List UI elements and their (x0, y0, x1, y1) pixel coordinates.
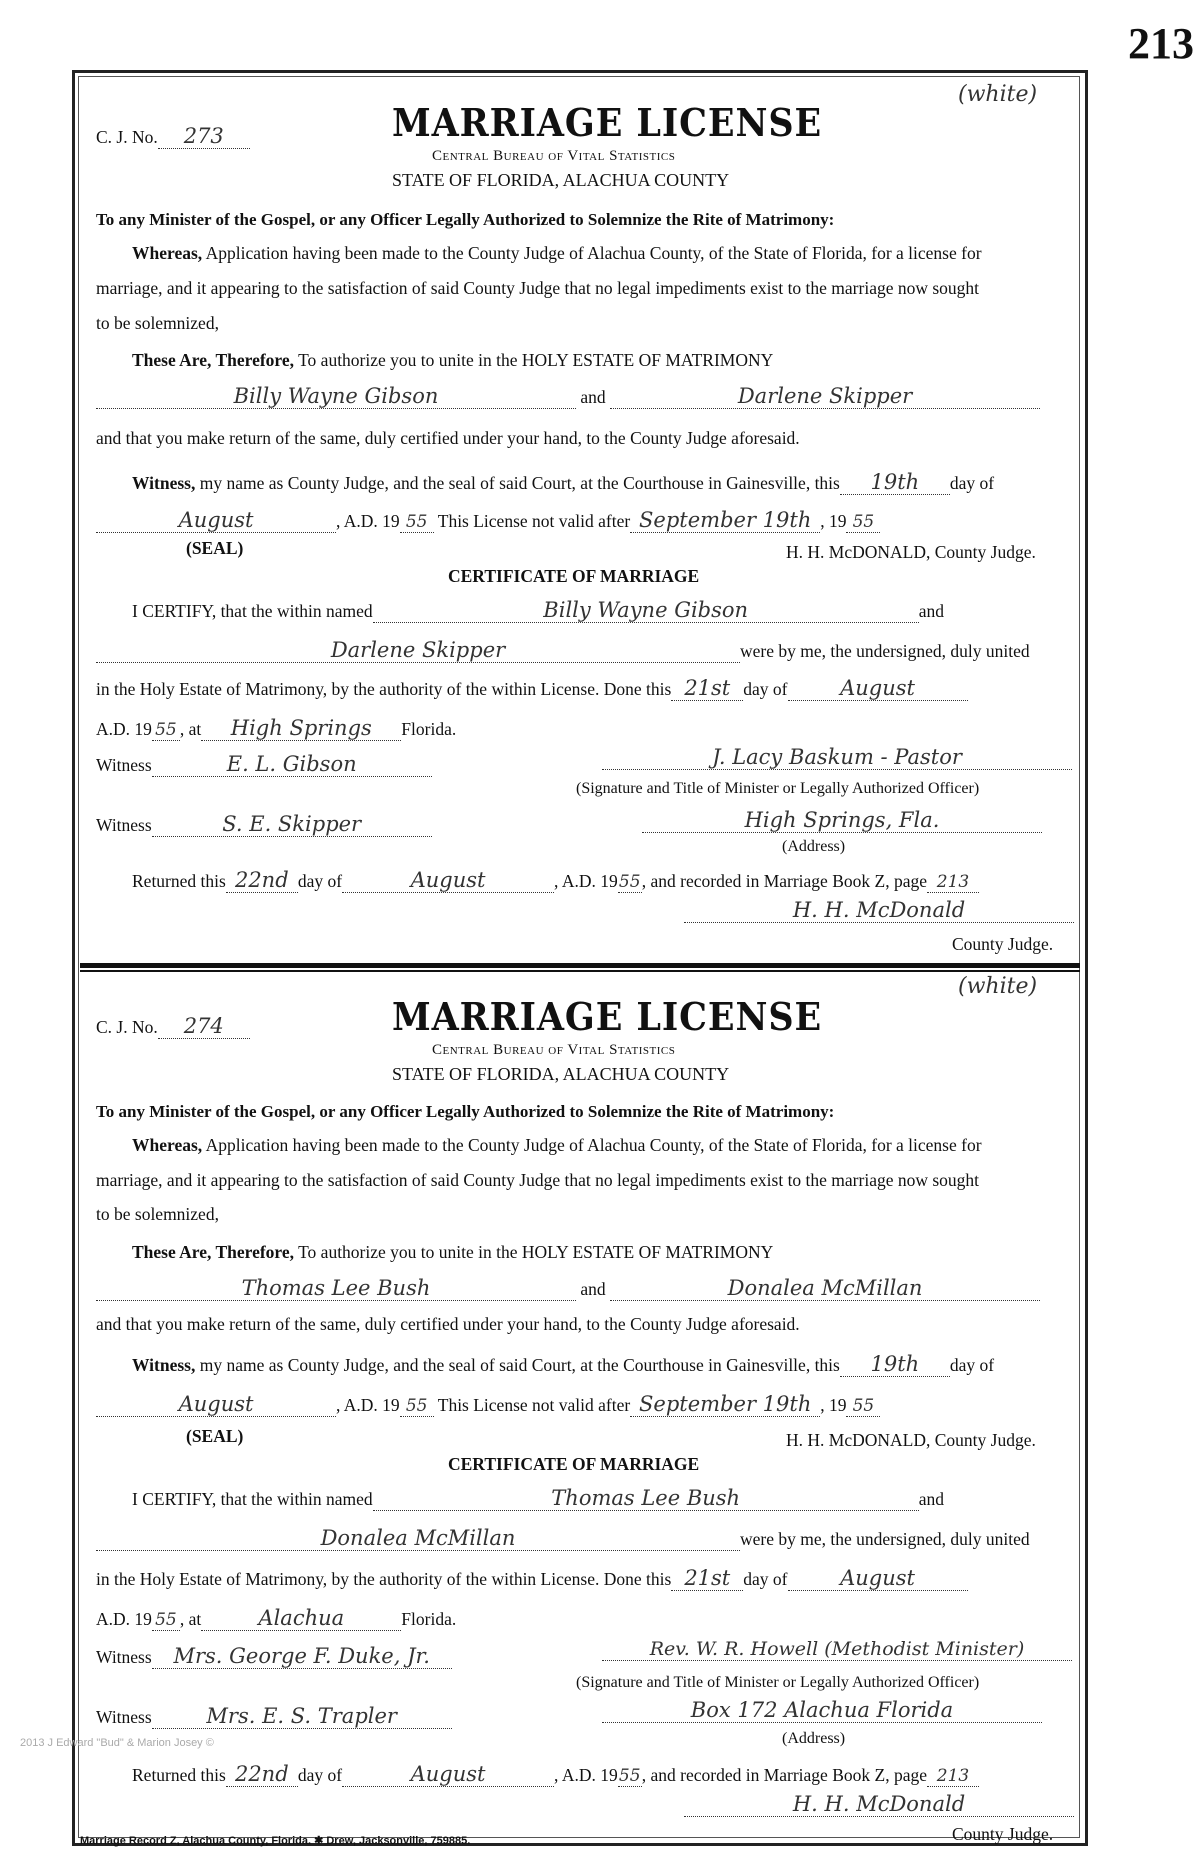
certificate-title: CERTIFICATE OF MARRIAGE (448, 566, 700, 586)
license-month: August (96, 508, 336, 533)
witness-2-name: S. E. Skipper (152, 812, 432, 837)
state-county: STATE OF FLORIDA, ALACHUA COUNTY (392, 170, 730, 190)
page-number: 213 (1128, 19, 1194, 68)
returned-year: 55 (618, 872, 641, 892)
officer-signature: J. Lacy Baskum - Pastor (602, 745, 1072, 770)
cert-groom-name: Billy Wayne Gibson (373, 598, 919, 623)
couple-row (96, 384, 1040, 409)
whereas-line-1: Whereas, Application having been made to the County Judge of Alachua County, of the State of Florida, for a license for (132, 1135, 982, 1155)
whereas-line-2: marriage, and it appearing to the satisfaction of said County Judge that no legal impediments exist to the marriage now sought (96, 278, 980, 298)
cert-groom-name: Thomas Lee Bush (373, 1486, 919, 1511)
signature-caption: (Signature and Title of Minister or Legally Authorized Officer) (576, 1674, 980, 1691)
and-label: and (580, 387, 606, 407)
marriage-place: High Springs (201, 716, 401, 741)
returned-month: August (342, 868, 554, 893)
return-line: and that you make return of the same, duly certified under your hand, to the County Judge aforesaid. (96, 1314, 800, 1334)
certify-row: I CERTIFY, that the within named Thomas Lee Bush and (132, 1486, 944, 1510)
whereas-line-3: to be solemnized, (96, 1204, 219, 1224)
seal-label: (SEAL) (186, 1426, 244, 1446)
cert-bride-name: Donalea McMillan (96, 1526, 740, 1551)
done-day: 21st (671, 676, 743, 701)
bureau-name: Central Bureau of Vital Statistics (432, 148, 676, 164)
copyright-watermark: 2013 J Edward "Bud" & Marion Josey © (20, 1737, 214, 1749)
done-year: 55 (152, 720, 180, 741)
witness-line: Witness, my name as County Judge, and the seal of said Court, at the Courthouse in Gainesville, this 19th day of (132, 470, 995, 494)
officer-address: High Springs, Fla. (642, 808, 1042, 833)
race-note: (white) (958, 82, 1038, 107)
license-day: 19th (840, 470, 950, 495)
license-date-row: August , A.D. 19 55 This License not valid after September 19th , 19 55 (96, 1392, 880, 1417)
witness-line: Witness, my name as County Judge, and the seal of said Court, at the Courthouse in Gainesville, this 19th day of (132, 1352, 995, 1376)
done-day: 21st (671, 1566, 743, 1591)
witness-1-name: Mrs. George F. Duke, Jr. (152, 1644, 452, 1669)
witness2-row: Witness Mrs. E. S. Trapler (96, 1704, 452, 1729)
holy-estate-row: in the Holy Estate of Matrimony, by the authority of the within License. Done this 21st day of August (96, 676, 968, 701)
expiry-date: September 19th (630, 1392, 820, 1417)
witness1-row: Witness Mrs. George F. Duke, Jr. (96, 1644, 452, 1669)
seal-label: (SEAL) (186, 538, 244, 558)
county-judge-label: County Judge. (952, 934, 1054, 954)
certify-row: I CERTIFY, that the within named Billy Wayne Gibson and (132, 598, 944, 622)
license-divider (80, 963, 1080, 968)
book-page: 213 (927, 872, 979, 893)
holy-estate-row: in the Holy Estate of Matrimony, by the authority of the within License. Done this 21st day of August (96, 1566, 968, 1591)
record-footer: Marriage Record Z, Alachua County, Florida. ✱ Drew, Jacksonville, 759885. (80, 1835, 471, 1847)
witness2-row: Witness S. E. Skipper (96, 812, 432, 837)
book-page: 213 (927, 1766, 979, 1787)
license-title: MARRIAGE LICENSE (392, 994, 823, 1039)
witness1-row: Witness E. L. Gibson (96, 752, 432, 777)
witness-1-name: E. L. Gibson (152, 752, 432, 777)
done-month: August (788, 676, 968, 701)
bride-name: Donalea McMillan (610, 1276, 1040, 1301)
address-caption: (Address) (782, 838, 846, 855)
license-month: August (96, 1392, 336, 1417)
license-divider-thin (80, 970, 1080, 972)
judge-signature: H. H. McDonald (684, 1792, 1074, 1817)
expiry-year: 55 (846, 1396, 880, 1417)
cj-number: 274 (158, 1014, 250, 1039)
whereas-line-2: marriage, and it appearing to the satisfaction of said County Judge that no legal impediments exist to the marriage now sought (96, 1170, 980, 1190)
race-note: (white) (958, 974, 1038, 999)
returned-row: Returned this 22nd day of August , A.D. 1955, and recorded in Marriage Book Z, page 213 (132, 868, 979, 893)
cert-bride-row: Darlene Skipper were by me, the undersigned, duly united (96, 638, 1030, 663)
judge-name: H. H. McDONALD, County Judge. (786, 542, 1036, 562)
whereas-line-1: Whereas, Application having been made to the County Judge of Alachua County, of the State of Florida, for a license for (132, 243, 982, 263)
judge-name: H. H. McDONALD, County Judge. (786, 1430, 1036, 1450)
groom-name: Billy Wayne Gibson (96, 384, 576, 409)
expiry-year: 55 (846, 512, 880, 533)
groom-name: Thomas Lee Bush (96, 1276, 576, 1301)
officer-address: Box 172 Alachua Florida (602, 1698, 1042, 1723)
cj-number-row: C. J. No. 274 (96, 1014, 250, 1039)
whereas-line-3: to be solemnized, (96, 313, 219, 333)
expiry-date: September 19th (630, 508, 820, 533)
bureau-name: Central Bureau of Vital Statistics (432, 1042, 676, 1058)
signature-caption: (Signature and Title of Minister or Legally Authorized Officer) (576, 780, 980, 797)
cert-bride-row: Donalea McMillan were by me, the undersigned, duly united (96, 1526, 1030, 1551)
state-county: STATE OF FLORIDA, ALACHUA COUNTY (392, 1064, 730, 1084)
license-date-row: August , A.D. 19 55 This License not valid after September 19th , 19 55 (96, 508, 880, 533)
address-caption: (Address) (782, 1730, 846, 1747)
address-line: To any Minister of the Gospel, or any Officer Legally Authorized to Solemnize the Rite of Matrimony: (96, 1102, 835, 1121)
done-year: 55 (152, 1610, 180, 1631)
cj-label: C. J. No. (96, 127, 158, 147)
returned-row: Returned this 22nd day of August , A.D. 1955, and recorded in Marriage Book Z, page 213 (132, 1762, 979, 1787)
authorize-line: These Are, Therefore, To authorize you to unite in the HOLY ESTATE OF MATRIMONY (132, 350, 774, 370)
returned-day: 22nd (226, 1762, 298, 1787)
cert-bride-name: Darlene Skipper (96, 638, 740, 663)
returned-month: August (342, 1762, 554, 1787)
license-day: 19th (840, 1352, 950, 1377)
place-row: A.D. 19 55 , at High Springs Florida. (96, 716, 457, 740)
license-year: 55 (400, 1396, 434, 1417)
address-line: To any Minister of the Gospel, or any Officer Legally Authorized to Solemnize the Rite of Matrimony: (96, 210, 835, 229)
returned-day: 22nd (226, 868, 298, 893)
return-line: and that you make return of the same, duly certified under your hand, to the County Judge aforesaid. (96, 428, 800, 448)
license-title: MARRIAGE LICENSE (392, 100, 823, 145)
witness-2-name: Mrs. E. S. Trapler (152, 1704, 452, 1729)
judge-signature: H. H. McDonald (684, 898, 1074, 923)
cj-number: 273 (158, 124, 250, 149)
cj-number-row (96, 124, 250, 149)
returned-year: 55 (618, 1766, 641, 1786)
marriage-place: Alachua (201, 1606, 401, 1631)
done-month: August (788, 1566, 968, 1591)
place-row: A.D. 19 55 , at Alachua Florida. (96, 1606, 457, 1630)
officer-signature: Rev. W. R. Howell (Methodist Minister) (602, 1638, 1072, 1661)
bride-name: Darlene Skipper (610, 384, 1040, 409)
county-judge-label: County Judge. (952, 1824, 1054, 1844)
couple-row: Thomas Lee Bush and Donalea McMillan (96, 1276, 1040, 1301)
license-year: 55 (400, 512, 434, 533)
certificate-title: CERTIFICATE OF MARRIAGE (448, 1454, 700, 1474)
authorize-line: These Are, Therefore, To authorize you to unite in the HOLY ESTATE OF MATRIMONY (132, 1242, 774, 1262)
